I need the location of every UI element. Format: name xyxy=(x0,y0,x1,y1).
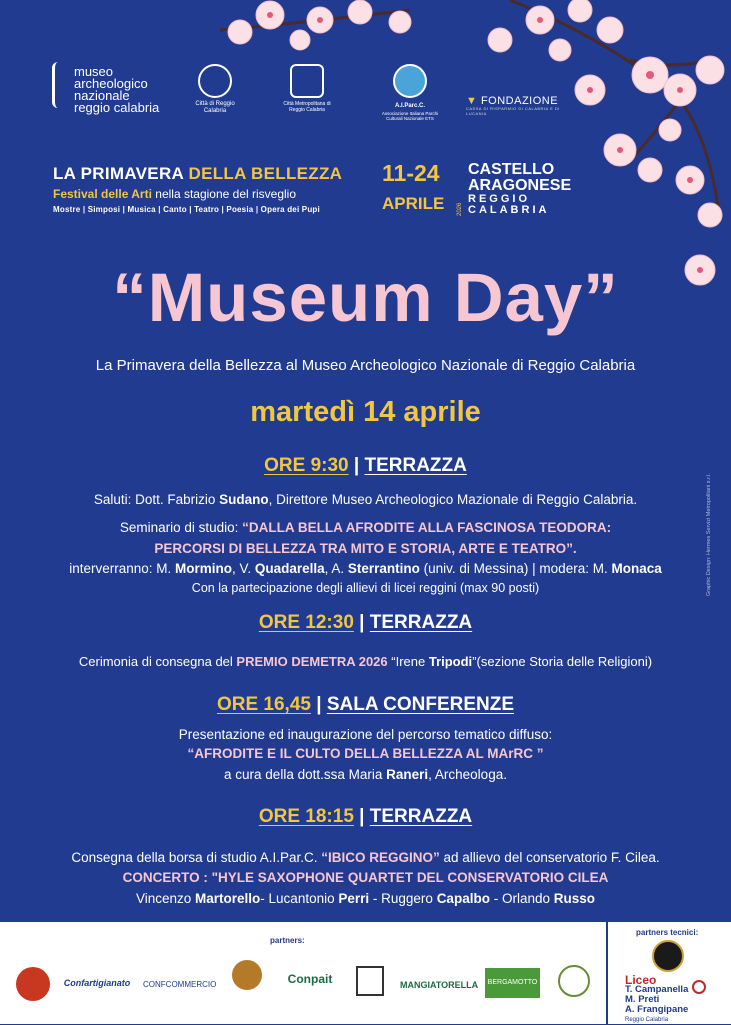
festival-subtitle-a: Festival delle Arti xyxy=(53,187,152,201)
s1-line1 xyxy=(0,492,731,507)
s1-line3 xyxy=(0,541,731,556)
text: , V. xyxy=(232,561,255,576)
name: Quadarella xyxy=(254,561,325,576)
museo-mark-icon xyxy=(52,62,69,108)
section-head-3 xyxy=(0,694,731,716)
liceo-emblem-icon xyxy=(692,980,706,994)
name: Mormino xyxy=(175,561,233,576)
section-head-2 xyxy=(0,612,731,634)
festival-location xyxy=(468,162,571,216)
text: , Archeologa. xyxy=(428,767,507,782)
cherry-blossom-illustration xyxy=(210,0,731,300)
text: - Orlando xyxy=(489,891,554,906)
s4-line1 xyxy=(0,850,731,865)
partner-confcommercio: CONFCOMMERCIO xyxy=(143,980,217,989)
liceo-title: Liceo xyxy=(625,973,657,987)
aiparc-logo-subtext: Associazione Italiana Parchi Culturali Nazionale ETS xyxy=(381,111,439,121)
text: Vincenzo xyxy=(135,891,196,906)
text: Consegna della borsa di studio A.I.Par.C. xyxy=(71,850,322,865)
location-line3: REGGIO xyxy=(468,193,531,205)
name: Capalbo xyxy=(436,891,490,906)
s1-line5: Con la partecipazione degli allievi di licei reggini (max 90 posti) xyxy=(191,581,540,595)
text: Saluti: Dott. Fabrizio xyxy=(93,492,220,507)
partner-temple-icon xyxy=(356,966,384,996)
s3-line3 xyxy=(0,767,731,782)
festival-subtitle xyxy=(53,187,353,201)
location-line1: CASTELLO xyxy=(468,161,555,178)
festival-title-a: LA PRIMAVERA xyxy=(53,164,189,183)
festival-month: APRILE xyxy=(382,194,445,213)
partner-emblem-icon xyxy=(232,960,262,990)
name: Perri xyxy=(338,891,370,906)
award-name: PREMIO DEMETRA 2026 xyxy=(236,654,388,669)
section-place: TERRAZZA xyxy=(364,455,467,476)
festival-days: 11-24 xyxy=(382,160,440,186)
text: , Direttore Museo Archeologico Mazionale di Reggio Calabria. xyxy=(268,492,638,507)
citta-logo-text: Città di Reggio Calabria xyxy=(195,101,235,114)
name: Sudano xyxy=(219,492,269,507)
partner-mangiatorella: MANGIATORELLA xyxy=(400,980,479,990)
s4-line2 xyxy=(0,870,731,885)
s1-line2 xyxy=(0,520,731,535)
festival-subtitle-b: nella stagione del risveglio xyxy=(151,187,297,201)
partner-bergamotto: BERGAMOTTO xyxy=(485,968,540,998)
liceo-logo xyxy=(625,975,688,1025)
fondazione-logo-text: FONDAZIONE xyxy=(480,95,559,107)
name: Raneri xyxy=(386,767,429,782)
citta-logo xyxy=(190,64,240,115)
liceo-city: Reggio Calabria xyxy=(625,1017,669,1023)
event-title: “Museum Day” xyxy=(112,259,619,336)
aiparc-globe-icon xyxy=(393,64,427,98)
section-time: ORE 9:30 xyxy=(264,455,349,476)
fondazione-logo xyxy=(466,96,566,116)
museo-logo-text: museo archeologico nazionale reggio calabria xyxy=(74,64,160,115)
text: , A. xyxy=(324,561,348,576)
festival-heading xyxy=(53,164,353,214)
text: (univ. di Messina) | modera: M. xyxy=(419,561,612,576)
name: Russo xyxy=(553,891,595,906)
text: ”(sezione Storia delle Religioni) xyxy=(472,654,653,669)
festival-dates xyxy=(382,160,582,220)
section-separator: | xyxy=(353,612,370,633)
partner-seal-icon xyxy=(16,967,50,1001)
name: Martorello xyxy=(195,891,261,906)
s3-line2 xyxy=(0,746,731,761)
text: “Irene xyxy=(387,654,429,669)
name: Monaca xyxy=(611,561,662,576)
section-time: ORE 12:30 xyxy=(258,612,354,633)
location-line2: ARAGONESE xyxy=(468,177,572,194)
location-line4: CALABRIA xyxy=(468,204,550,216)
partners-tecnici-label: partners tecnici: xyxy=(636,928,699,937)
institution-logos xyxy=(52,62,572,122)
graphic-credit: Graphic Design: Hermes Servizi Metropolitani s.r.l. xyxy=(706,473,712,596)
festival-year: 2026 xyxy=(457,202,463,216)
seminar-title: “DALLA BELLA AFRODITE ALLA FASCINOSA TEODORA: xyxy=(242,520,612,535)
text: a cura della dott.ssa Maria xyxy=(224,767,387,782)
metro-seal-icon xyxy=(290,64,324,98)
seminar-title-cont: PERCORSI DI BELLEZZA TRA MITO E STORIA, ARTE E TEATRO”. xyxy=(154,541,577,556)
text: Cerimonia di consegna del xyxy=(78,654,237,669)
partner-tecnico-badge-icon xyxy=(652,940,684,972)
scholarship-name: “IBICO REGGINO” xyxy=(321,850,440,865)
name: Sterrantino xyxy=(347,561,420,576)
text: ad allievo del conservatorio F. Cilea. xyxy=(439,850,660,865)
concert-title: CONCERTO : "HYLE SAXOPHONE QUARTET DEL CONSERVATORIO CILEA xyxy=(122,870,609,885)
festival-genres: Mostre | Simposi | Musica | Canto | Teatro | Poesia | Opera dei Pupi xyxy=(53,205,320,214)
route-title: “AFRODITE E IL CULTO DELLA BELLEZZA AL MArRC ” xyxy=(187,746,544,761)
fondazione-logo-subtext: CASSA DI RISPARMIO DI CALABRIA E DI LUCANIA xyxy=(466,106,560,116)
text: Seminario di studio: xyxy=(119,520,243,535)
partner-conpait: Conpait xyxy=(287,972,333,986)
section-time: ORE 16,45 xyxy=(216,694,311,715)
s4-line3 xyxy=(0,891,731,906)
festival-title-b: DELLA BELLEZZA xyxy=(188,164,343,183)
liceo-name: M. Preti xyxy=(625,994,660,1005)
section-place: TERRAZZA xyxy=(369,612,473,633)
event-date: martedì 14 aprile xyxy=(250,396,481,428)
section-place: SALA CONFERENZE xyxy=(326,694,515,715)
metro-logo-text: Città Metropolitana di Reggio Calabria xyxy=(283,101,331,113)
partner-round-icon xyxy=(558,965,590,997)
liceo-name: T. Campanella xyxy=(625,984,689,995)
fondazione-mark-icon: ▼ xyxy=(466,95,478,107)
aiparc-logo xyxy=(374,64,446,121)
text: - Ruggero xyxy=(369,891,437,906)
s3-line1: Presentazione ed inaugurazione del percorso tematico diffuso: xyxy=(178,727,553,742)
section-head-1 xyxy=(0,455,731,477)
festival-title xyxy=(53,164,353,184)
s2-line1 xyxy=(0,654,731,669)
liceo-name: A. Frangipane xyxy=(625,1004,689,1015)
partner-confartigianato: Confartigianato xyxy=(63,978,131,988)
name: Tripodi xyxy=(428,654,473,669)
metro-logo xyxy=(276,64,338,113)
section-time: ORE 18:15 xyxy=(258,806,354,827)
section-head-4 xyxy=(0,806,731,828)
text: interverranno: M. xyxy=(69,561,176,576)
section-separator: | xyxy=(353,806,370,827)
section-separator: | xyxy=(310,694,327,715)
partners-label: partners: xyxy=(270,936,305,945)
section-place: TERRAZZA xyxy=(369,806,473,827)
footer-divider xyxy=(606,922,608,1024)
event-subtitle: La Primavera della Bellezza al Museo Archeologico Nazionale di Reggio Calabria xyxy=(95,357,636,374)
text: - Lucantonio xyxy=(260,891,339,906)
citta-seal-icon xyxy=(198,64,232,98)
aiparc-logo-text: A.I.Parc.C. xyxy=(394,103,425,109)
s1-line4 xyxy=(0,561,731,576)
section-separator: | xyxy=(348,455,365,476)
